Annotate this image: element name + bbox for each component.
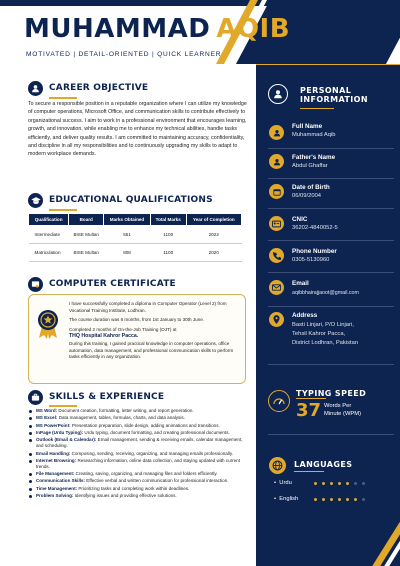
bullet [29,460,32,463]
language-level-english [314,498,370,501]
email-label: Email [292,280,309,287]
last-name: AQIB [216,14,291,44]
table-header: Total Marks [150,214,186,226]
language-row-english [274,496,298,502]
bullet [29,432,32,435]
bullet [29,488,32,491]
list-item [28,451,250,457]
skills-heading [28,389,164,405]
skill-desc: Prioritizing tasks and completing work within deadlines. [78,485,190,491]
father-name-label: Father's Name [292,154,336,161]
language-name: English [279,496,299,502]
skill-name: Email Handling: [36,450,71,456]
table-cell: BISE Multan [69,226,104,244]
skill-desc: Effective verbal and written communication for professional interaction. [86,478,229,484]
table-cell: BISE Multan [69,244,104,262]
skill-desc: Composing, sending, receiving, organizing, and managing emails professionally. [71,450,234,456]
skill-name: Communication Skills: [36,478,86,484]
certificate-box [28,294,246,384]
skill-desc: Researching information, online data collection, and staying updated with current trends. [36,457,240,469]
education-title: EDUCATIONAL QUALIFICATIONS [49,195,213,205]
list-item [28,486,250,492]
language-level-dot [362,498,365,501]
career-objective-title: CAREER OBJECTIVE [49,83,149,93]
skill-name: InPage (Urdu Typing): [36,429,84,435]
language-level-dot [322,498,325,501]
candidate-name [24,14,290,44]
bullet [29,495,32,498]
id-card-icon [269,216,284,231]
language-level-dot [322,482,325,485]
certificate-hospital: THQ Hospital Kahror Pacca. [69,333,139,340]
divider [268,148,394,149]
certificate-heading [28,276,176,292]
divider [268,364,394,365]
typing-speed-unit [324,402,361,419]
typing-speed-unit-line2: Minute (WPM) [324,411,362,418]
skill-desc: Identifying issues and providing effective solutions. [74,493,177,498]
first-name: MUHAMMAD [24,14,211,44]
header [0,0,400,64]
phone-value: 0305-5130960 [292,257,330,263]
language-level-dot [330,498,333,501]
address-line: Tehsil Kahror Pacca, [292,331,346,337]
list-item [28,478,250,484]
skill-name: Outlook (Email & Calendar): [36,437,97,443]
language-level-dot [346,482,349,485]
personal-info-title-line2: INFORMATION [300,95,368,104]
location-icon [269,312,284,327]
skill-desc: Creating, saving, organizing, and managing files and folders efficiently. [75,471,218,477]
list-item [28,408,250,414]
phone-label: Phone Number [292,248,337,255]
calendar-icon [269,184,284,199]
table-row [29,244,242,262]
address-line: District Lodhran, Pakistan [292,340,359,346]
user-icon [28,81,43,96]
divider [268,178,394,179]
skill-name: Problem Solving: [36,493,74,498]
typing-speed-value: 37 [296,400,322,421]
tagline: MOTIVATED | DETAIL-ORIENTED | QUICK LEARNER [26,51,222,58]
email-icon [269,280,284,295]
typing-speed-title: TYPING SPEED [296,389,367,398]
list-item [28,437,250,449]
phone-icon [269,248,284,263]
personal-info-title [300,86,368,104]
sidebar-gold-line [256,64,400,65]
skill-name: MS PowerPoint: [36,422,71,428]
language-level-dot [354,498,357,501]
person-icon [269,154,284,169]
bullet [29,425,32,428]
dob-value: 06/09/2004 [292,193,322,199]
table-header: Year of Completion [186,214,241,226]
cnic-label: CNIC [292,216,308,223]
language-row-urdu [274,480,292,486]
career-objective-underline [49,97,77,99]
cnic-value: 36202-4840052-5 [292,225,338,231]
personal-info-title-line1: PERSONAL [300,86,352,95]
divider [268,306,394,307]
email-value: aqibbhairajjaoot@gmail.com [292,290,359,296]
divider [268,208,394,209]
certificate-paragraph: Completed 2 months of On-the-Job Training (OJT) at [69,326,177,332]
certificate-text [69,301,239,364]
language-level-dot [314,482,317,485]
typing-speed-underline [296,398,326,399]
skill-name: Internet Browsing: [36,457,77,463]
list-item [28,423,250,429]
skill-desc: Urdu typing, document formatting, and creating professional documents. [84,429,230,435]
list-item [28,458,250,470]
language-level-dot [346,498,349,501]
skill-name: File Management: [36,471,75,477]
bullet [29,453,32,456]
language-bullet: • [274,480,280,486]
education-table [28,213,242,262]
languages-title: LANGUAGES [294,460,353,469]
speedometer-icon [268,390,290,412]
bullet [29,410,32,413]
table-header: Board [69,214,104,226]
person-icon [268,84,288,104]
language-level-dot [362,482,365,485]
skills-underline [49,405,77,407]
skill-name: Time Management: [36,485,78,491]
user-icon [269,125,284,140]
table-cell: 2022 [186,226,241,244]
table-cell: 2020 [186,244,241,262]
language-level-dot [330,482,333,485]
certificate-paragraph: During this training, I gained practical knowledge in computer operations, office automation, data management, and professional communication skills to perform tasks efficiently in any organization. [69,340,234,360]
skill-desc: Document creation, formatting, letter writing, and report generation. [58,408,194,413]
briefcase-icon [28,390,43,405]
education-underline [49,209,77,211]
address-line: Basti Linjari, P/O Linjari, [292,322,354,328]
divider [268,434,394,435]
certificate-title: COMPUTER CERTIFICATE [49,279,176,289]
languages-underline [294,471,324,472]
language-level-urdu [314,482,370,485]
language-bullet: • [274,496,280,502]
skills-list [28,408,250,500]
full-name-label: Full Name [292,123,323,130]
table-cell: 808 [104,244,151,262]
table-cell: Intermediate [29,226,69,244]
education-heading [28,192,213,208]
education-table-header-row [29,214,242,226]
address-label: Address [292,312,318,319]
list-item [28,471,250,477]
graduation-cap-icon [28,193,43,208]
language-level-dot [338,498,341,501]
skills-title: SKILLS & EXPERIENCE [49,392,165,402]
career-objective-text: To secure a responsible position in a reputable organization where I can utilize my knowledge of computer operations, Microsoft Office, and communication skills to contribute effectively to organizational success. I aim to work in a professional environment that encourages learning, growth, and innovation, while enabling me to enhance my technical abilities, handle tasks efficiently, and deliver quality results. I am committed to maintaining accuracy, confidentiality, and discipline in all my responsibilities and to continuously upgrading my skills to adapt to modern workplace demands. [28,101,247,158]
table-row [29,226,242,244]
certificate-icon [28,277,43,292]
language-level-dot [354,482,357,485]
language-level-dot [314,498,317,501]
certificate-paragraph: I have successfully completed a diploma in Computer Operator (Level 2) from Vocational Training Institute, Lodhran. [69,301,227,313]
career-objective-heading [28,80,148,96]
divider [268,272,394,273]
table-header: Marks Obtained [104,214,151,226]
personal-info-underline [300,108,334,109]
language-level-dot [338,482,341,485]
bullet [29,417,32,420]
list-item [28,493,250,499]
table-header: Qualification [29,214,69,226]
bullet [29,439,32,442]
certificate-paragraph: The course duration was 6 months, from 1st January to 30th June. [69,317,205,323]
bullet [29,480,32,483]
globe-icon [269,457,286,474]
table-cell: Matriculation [29,244,69,262]
bullet [29,473,32,476]
skill-desc: Data management, tables, formulas, charts, and data analysis. [58,415,185,421]
skill-desc: Email management, sending & receiving emails, calendar management, and scheduling. [36,437,243,449]
full-name-value: Muhammad Aqib [292,132,336,138]
sidebar [256,64,400,566]
award-medal-icon [35,309,61,339]
table-cell: 1100 [150,244,186,262]
father-name-value: Abdul Ghaffar [292,163,328,169]
skill-name: MS Word: [36,408,58,413]
typing-speed-unit-line1: Words Per [324,403,352,409]
language-name: Urdu [279,480,292,486]
list-item [28,430,250,436]
skill-name: MS Excel: [36,415,58,421]
skill-desc: Presentation preparation, slide design, adding animations and transitions. [71,422,220,428]
table-cell: 551 [104,226,151,244]
list-item [28,415,250,421]
table-cell: 1100 [150,226,186,244]
divider [268,240,394,241]
dob-label: Date of Birth [292,184,330,191]
